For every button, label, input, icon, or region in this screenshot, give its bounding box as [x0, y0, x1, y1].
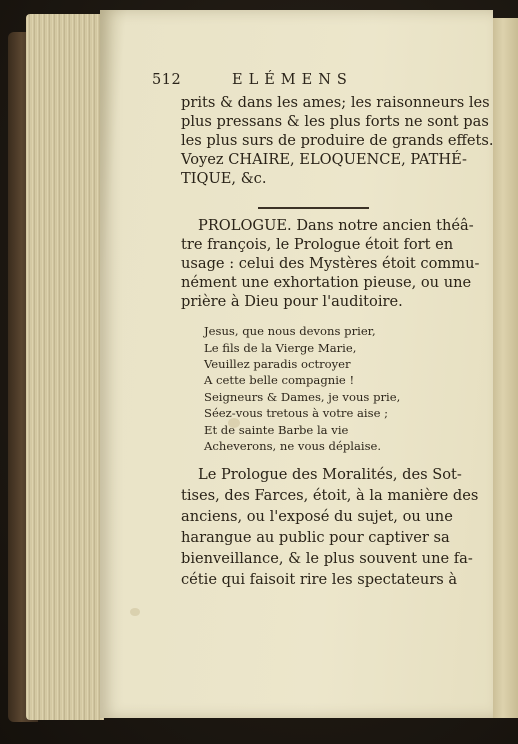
- verse-line: Veuillez paradis octroyer: [204, 357, 351, 371]
- text-line: Voyez CHAIRE, ELOQUENCE, PATHÉ-: [181, 151, 467, 168]
- page-edges: [26, 14, 104, 720]
- verse-line: Séez-vous tretous à votre aise ;: [204, 406, 389, 420]
- text-line: bienveillance, & le plus souvent une fa-: [181, 550, 473, 567]
- verse-line: A cette belle compagnie !: [204, 373, 355, 387]
- running-header: [152, 72, 452, 94]
- verse-line: Et de sainte Barbe la vie: [204, 423, 349, 437]
- text-line: tises, des Farces, étoit, à la manière des: [181, 487, 479, 504]
- right-page-edge: [493, 18, 518, 718]
- text-line: Le Prologue des Moralités, des Sot-: [198, 466, 462, 483]
- text-line: plus pressans & les plus forts ne sont pas: [181, 113, 489, 130]
- text-line: TIQUE, &c.: [181, 170, 267, 187]
- verse-line: Seigneurs & Dames, je vous prie,: [204, 390, 401, 404]
- text-line: prière à Dieu pour l'auditoire.: [181, 293, 403, 310]
- section-rule: [258, 207, 369, 209]
- text-line: les plus surs de produire de grands effets.: [181, 132, 494, 149]
- text-line: usage : celui des Mystères étoit commu-: [181, 255, 480, 272]
- verse-line: Jesus, que nous devons prier,: [204, 324, 376, 338]
- verse-line: Acheverons, ne vous déplaise.: [204, 439, 382, 453]
- running-title: ELÉMENS: [232, 72, 353, 88]
- paper-stain: [130, 608, 140, 616]
- text-line: harangue au public pour captiver sa: [181, 529, 450, 546]
- text-line: prits & dans les ames; les raisonneurs les: [181, 94, 490, 111]
- text-line: tre françois, le Prologue étoit fort en: [181, 236, 454, 253]
- text-line: anciens, ou l'exposé du sujet, ou une: [181, 508, 453, 525]
- text-line: PROLOGUE. Dans notre ancien théâ-: [198, 217, 474, 234]
- text-line: nément une exhortation pieuse, ou une: [181, 274, 472, 291]
- verse-line: Le fils de la Vierge Marie,: [204, 341, 357, 355]
- text-line: cétie qui faisoit rire les spectateurs à: [181, 571, 458, 588]
- page-number: 512: [152, 72, 182, 88]
